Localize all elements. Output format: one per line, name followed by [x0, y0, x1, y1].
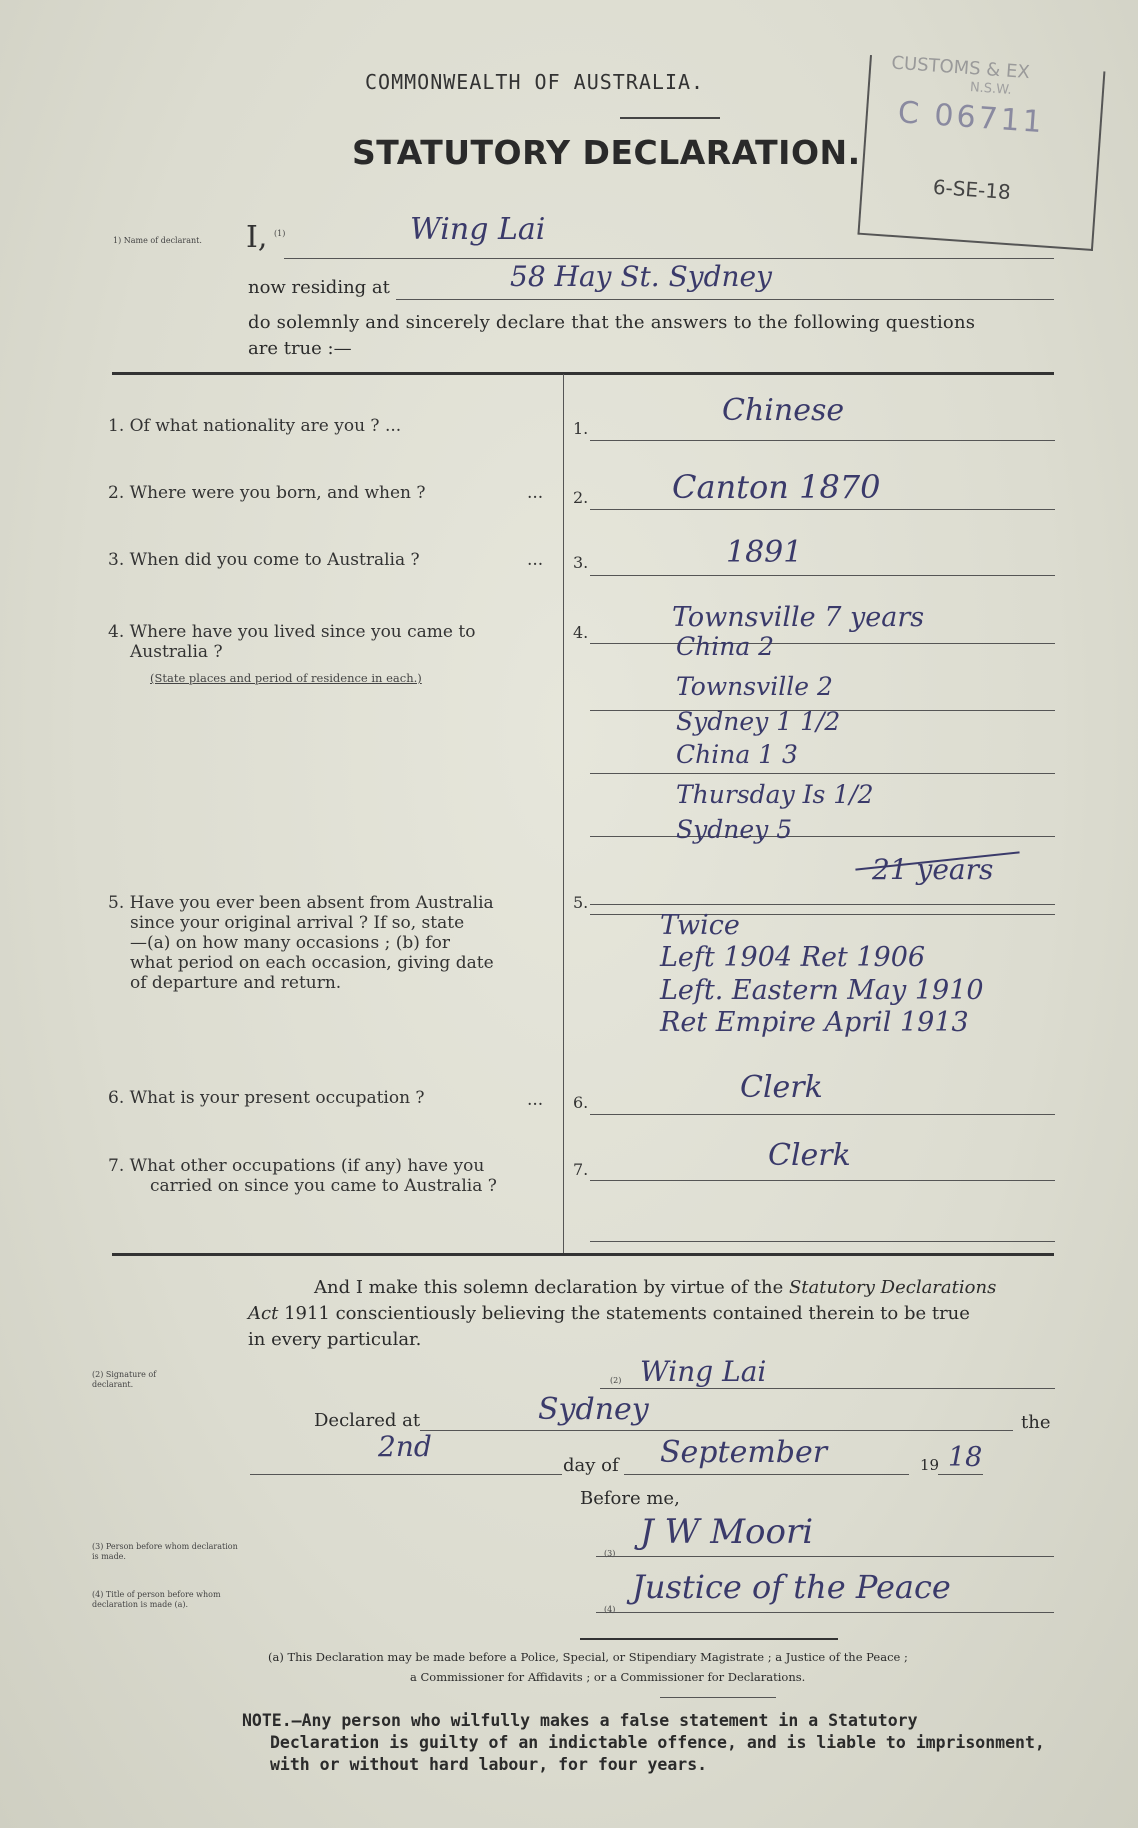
note-line-3: with or without hard labour, for four years.: [270, 1755, 708, 1774]
title-note: (4) Title of person before whom declaration is made (a).: [92, 1590, 221, 1609]
answer-2: Canton 1870: [672, 468, 881, 506]
answer-6: Clerk: [740, 1070, 823, 1105]
question-3-dots: ...: [527, 550, 544, 570]
stamp-line2: N.S.W.: [969, 80, 1013, 98]
answer-4-line-1: [590, 643, 1055, 644]
answer-3-line: [590, 575, 1055, 576]
title-underline: [580, 1638, 838, 1640]
note-line-1: NOTE.—Any person who wilfully makes a false statement in a Statutory: [242, 1711, 918, 1730]
question-2-dots: ...: [527, 483, 544, 503]
stamp-line1: CUSTOMS & EX: [890, 52, 1031, 84]
question-2: 2. Where were you born, and when ?: [108, 483, 426, 503]
footnote-line-1: (a) This Declaration may be made before a Police, Special, or Stipendiary Magistrate ; a Justice of the Peace ;: [268, 1650, 908, 1664]
answer-5-item: Twice: [660, 910, 740, 941]
answer-1-num: 1.: [573, 419, 589, 438]
the-label: the: [1021, 1412, 1051, 1433]
answer-4-line-4: [590, 836, 1055, 837]
declared-day: 2nd: [378, 1430, 432, 1463]
year-prefix: 19: [920, 1456, 940, 1474]
answer-5-item: Ret Empire April 1913: [660, 1007, 969, 1038]
declaration-text-1: And I make this solemn declaration by virtue of the: [314, 1277, 784, 1298]
place-line: [420, 1430, 1013, 1431]
footnote-line-2: a Commissioner for Affidavits ; or a Commissioner for Declarations.: [410, 1670, 806, 1684]
question-5-line4: what period on each occasion, giving date: [130, 953, 494, 973]
declared-at-label: Declared at: [314, 1410, 421, 1431]
declaration-text-2: 1911 conscientiously believing the statements contained therein to be true: [284, 1303, 970, 1324]
declarant-signature: Wing Lai: [640, 1355, 767, 1388]
question-4-instruction: (State places and period of residence in each.): [150, 671, 422, 685]
answer-4-item: Sydney 5: [676, 815, 793, 844]
column-divider: [563, 374, 564, 1254]
signature-marker: (2): [610, 1376, 622, 1385]
answer-5-item: Left 1904 Ret 1906: [660, 942, 926, 973]
answer-5-item: Left. Eastern May 1910: [660, 975, 984, 1006]
question-4-cont: Australia ?: [130, 642, 223, 662]
answer-1-line: [590, 440, 1055, 441]
witness-title: Justice of the Peace: [632, 1568, 951, 1606]
answer-4-item: Sydney 1 1/2: [676, 707, 841, 736]
answer-5-num: 5.: [573, 893, 589, 912]
name-note: 1) Name of declarant.: [113, 236, 202, 245]
person-marker: (3): [604, 1549, 616, 1558]
top-rule: [112, 372, 1054, 375]
answer-3-num: 3.: [573, 553, 589, 572]
question-7: 7. What other occupations (if any) have you: [108, 1156, 485, 1176]
customs-stamp: [857, 52, 1105, 251]
title-line: [596, 1612, 1054, 1613]
answer-6-num: 6.: [573, 1093, 589, 1112]
year-line: [938, 1474, 983, 1475]
answer-2-line: [590, 509, 1055, 510]
question-1: 1. Of what nationality are you ? ...: [108, 416, 402, 436]
answer-4-line-5: [590, 904, 1055, 905]
answer-7-line: [590, 1180, 1055, 1181]
question-5-line3: —(a) on how many occasions ; (b) for: [130, 933, 450, 953]
question-5-line2: since your original arrival ? If so, state: [130, 913, 465, 933]
signature-note: (2) Signature of declarant.: [92, 1370, 157, 1389]
are-true-text: are true :—: [248, 338, 352, 359]
address-line: [396, 299, 1054, 300]
answer-3: 1891: [726, 535, 803, 570]
declarant-address: 58 Hay St. Sydney: [510, 260, 772, 293]
witness-signature: J W Moori: [640, 1512, 814, 1552]
declaration-act-word: Act: [248, 1303, 279, 1324]
day-of-label: day of: [563, 1455, 619, 1476]
declared-month: September: [660, 1435, 828, 1470]
note-line-2: Declaration is guilty of an indictable offence, and is liable to imprisonment,: [270, 1733, 1045, 1752]
I-marker: (1): [274, 229, 286, 238]
solemn-text: do solemnly and sincerely declare that the answers to the following questions: [248, 312, 976, 333]
answer-7-num: 7.: [573, 1160, 589, 1179]
residing-label: now residing at: [248, 277, 390, 298]
stamp-number: C 06711: [896, 95, 1046, 141]
answer-2-num: 2.: [573, 488, 589, 507]
answer-4-item: Townsville 7 years: [672, 602, 925, 633]
signature-line: [600, 1388, 1055, 1389]
answer-4-item: Townsville 2: [676, 672, 833, 701]
answer-6-line: [590, 1114, 1055, 1115]
month-line: [624, 1474, 909, 1475]
question-6-dots: ...: [527, 1090, 544, 1110]
name-line: [284, 258, 1054, 259]
question-5: 5. Have you ever been absent from Australia: [108, 893, 494, 913]
declarant-name: Wing Lai: [410, 212, 546, 247]
day-line: [250, 1474, 562, 1475]
answer-7-line-2: [590, 1241, 1055, 1242]
declaration-text-3: in every particular.: [248, 1329, 422, 1350]
answer-4-item: China 1 3: [676, 740, 798, 769]
header-rule: [620, 117, 720, 119]
question-7-cont: carried on since you came to Australia ?: [150, 1176, 497, 1196]
answer-4-item: Thursday Is 1/2: [676, 780, 874, 809]
footnote-rule: [660, 1697, 776, 1698]
person-line: [596, 1556, 1054, 1557]
question-3: 3. When did you come to Australia ?: [108, 550, 420, 570]
question-4: 4. Where have you lived since you came to: [108, 622, 476, 642]
answer-7: Clerk: [768, 1138, 851, 1173]
title-marker: (4): [604, 1605, 616, 1614]
commonwealth-heading: COMMONWEALTH OF AUSTRALIA.: [365, 70, 705, 94]
answer-4-total: 21 years: [872, 853, 994, 886]
answer-1: Chinese: [722, 393, 845, 428]
declared-place: Sydney: [538, 1392, 649, 1427]
before-me-label: Before me,: [580, 1488, 680, 1509]
stamp-date: 6-SE-18: [932, 174, 1012, 205]
question-5-line5: of departure and return.: [130, 973, 342, 993]
declaration-paragraph: [248, 1275, 1058, 1353]
question-6: 6. What is your present occupation ?: [108, 1088, 425, 1108]
answer-4-line-3: [590, 773, 1055, 774]
bottom-rule: [112, 1253, 1054, 1256]
page-title: STATUTORY DECLARATION.: [352, 133, 861, 172]
note-paragraph: [242, 1710, 1045, 1776]
declaration-act-name: Statutory Declarations: [788, 1277, 997, 1298]
person-note: (3) Person before whom declaration is made.: [92, 1542, 238, 1561]
answer-4-item: China 2: [676, 632, 775, 661]
answer-4-num: 4.: [573, 623, 589, 642]
declared-year: 18: [948, 1442, 983, 1473]
I-label: I,: [246, 220, 268, 255]
